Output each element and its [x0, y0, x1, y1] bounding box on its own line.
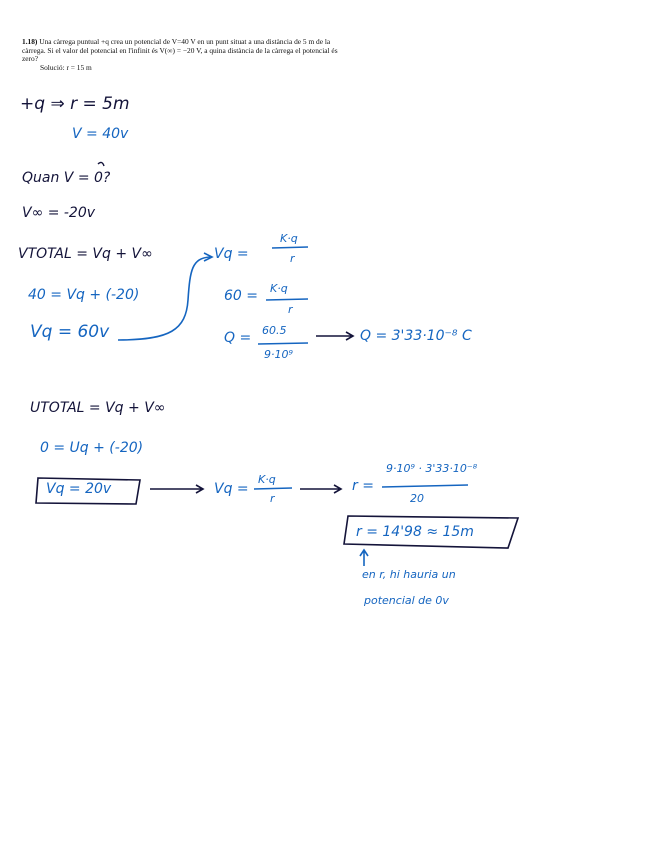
- fraction-bar-3: [258, 343, 308, 344]
- fraction-denominator-r-3: r: [270, 492, 275, 505]
- pointer-arrow-up: [360, 550, 368, 566]
- conclusion-note-line1: en r, hi hauria un: [362, 568, 456, 581]
- question-when-zero: Quan V = 0?: [22, 170, 111, 186]
- section2-total-equation: UTOTAL = Vq + V∞: [30, 400, 166, 416]
- arrow-to-r: [300, 485, 341, 493]
- section1-total-equation: VTOTAL = Vq + V∞: [18, 246, 153, 262]
- section1-q-label: Q =: [224, 330, 252, 346]
- given-potential: V = 40v: [72, 126, 129, 142]
- fraction-bar-4: [254, 488, 292, 489]
- fraction-bar-1: [272, 247, 308, 248]
- section1-vq-result: Vq = 60v: [30, 322, 110, 342]
- fraction-denominator-9e9: 9·10⁹: [264, 348, 293, 361]
- vq-box: [36, 478, 140, 504]
- fraction-numerator-r: 9·10⁹ · 3'33·10⁻⁸: [386, 462, 478, 475]
- arrow-to-vq-formula: [150, 485, 203, 493]
- connector-curve: [118, 257, 210, 340]
- section1-substitute-60: 60 =: [224, 288, 258, 304]
- section1-substitution: 40 = Vq + (-20): [28, 287, 140, 303]
- fraction-bar-5: [382, 485, 468, 487]
- question-mark-tick: [98, 162, 104, 166]
- section2-vq-formula: Vq =: [214, 481, 249, 497]
- section2-distance-result: r = 14'98 ≈ 15m: [356, 524, 474, 540]
- conclusion-note-line2: potencial de 0v: [364, 594, 449, 607]
- fraction-numerator-kq-3: K·q: [258, 473, 276, 486]
- section2-vq-result: Vq = 20v: [46, 481, 112, 497]
- given-charge-distance: +q ⇒ r = 5m: [20, 94, 130, 114]
- fraction-denominator-r-2: r: [288, 303, 293, 316]
- result-box: [344, 516, 518, 548]
- problem-solution: Solució: r = 15 m: [40, 62, 92, 72]
- problem-text: Una càrrega puntual +q crea un potencial de V=40 V en un punt situat a una distància de 5 m de la càrrega. Si el valor del potencial en l'infinit és V(∞) = −20 V, a quina distància de la càrrega el potencial és zero?: [22, 37, 338, 64]
- problem-number: 1.18): [22, 37, 38, 46]
- section1-vq-formula: Vq =: [214, 246, 249, 262]
- fraction-numerator-60-5: 60.5: [262, 324, 287, 337]
- fraction-denominator-r: r: [290, 252, 295, 265]
- section1-charge-result: Q = 3'33·10⁻⁸ C: [360, 328, 472, 344]
- fraction-bar-2: [266, 299, 308, 300]
- potential-infinity: V∞ = -20v: [22, 205, 96, 221]
- section2-substitution: 0 = Uq + (-20): [40, 440, 144, 456]
- fraction-numerator-kq: K·q: [280, 232, 298, 245]
- fraction-numerator-kq-2: K·q: [270, 282, 288, 295]
- arrow-to-charge: [316, 332, 353, 340]
- fraction-denominator-20: 20: [410, 492, 424, 505]
- section2-r-label: r =: [352, 478, 374, 494]
